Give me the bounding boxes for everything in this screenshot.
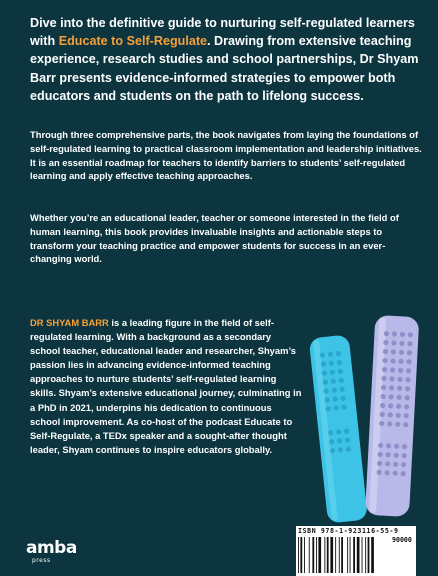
- publisher-sub: press: [32, 557, 51, 564]
- barcode-bar: [341, 537, 343, 573]
- barcode-bar: [330, 537, 333, 573]
- barcode-bar: [318, 537, 321, 573]
- blue-remote-control: [309, 334, 368, 523]
- intro-text-after: . Drawing from extensive teaching experience, research studies and school partnerships, Dr Shyam Barr presents evidence-informed strategies to empower both educators and students on the path to lifelong success.: [30, 34, 419, 103]
- barcode-bar: [371, 537, 374, 573]
- barcode-bar: [347, 537, 348, 573]
- intro-paragraph: [30, 14, 425, 105]
- remote-controls-image: [300, 314, 438, 529]
- barcode-bar: [304, 537, 305, 573]
- barcode-bar: [357, 537, 360, 573]
- barcode-bar: [335, 537, 336, 573]
- barcode-bar: [365, 537, 366, 573]
- isbn-number: ISBN 978-1-923116-55-9: [298, 527, 399, 535]
- publisher-logo: [26, 540, 77, 564]
- barcode: [296, 526, 416, 576]
- barcode-bars: [298, 537, 388, 575]
- barcode-bar: [353, 537, 355, 573]
- description-paragraph-1: Through three comprehensive parts, the book navigates from laying the foundations of self-regulated learning to practical classroom implementation and leadership initiatives. It is an essential roadmap for teachers to identify barriers to students’ self-regulated learning and apply effective teaching approaches.: [30, 129, 422, 182]
- price-code: 90000: [392, 536, 412, 544]
- book-title-highlight: Educate to Self-Regulate: [58, 34, 208, 49]
- barcode-bar: [339, 537, 340, 573]
- publisher-name: amba: [26, 538, 77, 558]
- barcode-bar: [324, 537, 325, 573]
- description-paragraph-2: Whether you’re an educational leader, teacher or someone interested in the field of human learning, this book provides invaluable insights and actionable steps to transform your teaching practice and empower students for success in an ever-changing world.: [30, 212, 399, 265]
- barcode-bar: [368, 537, 370, 573]
- author-bio-text: is a leading figure in the field of self-regulated learning. With a background as a secondary school teacher, educational leader and researcher, Shyam’s passion lies in advancing evidence-informed teaching approaches to nurture students’ self-regulated learning skills. Shyam’s extensive educational journey, culminating in a PhD in 2021, underpins his dedication to continuous school improvement. As co-host of the podcast Educate to Self-Regulate, a TEDx speaker and a sought-after thought leader, Shyam continues to inspire educators globally.: [30, 317, 302, 455]
- barcode-bar: [300, 537, 302, 573]
- barcode-bar: [350, 537, 351, 573]
- barcode-bar: [312, 537, 314, 573]
- author-bio: [30, 316, 302, 457]
- barcode-bar: [309, 537, 310, 573]
- lavender-remote-control: [365, 315, 419, 517]
- barcode-bar: [327, 537, 329, 573]
- intro-text-before: Dive into the definitive guide to nurturing self-regulated learners with: [30, 16, 415, 49]
- barcode-bar: [362, 537, 363, 573]
- barcode-bar: [298, 537, 299, 573]
- author-name: DR SHYAM BARR: [30, 317, 109, 328]
- barcode-bar: [316, 537, 317, 573]
